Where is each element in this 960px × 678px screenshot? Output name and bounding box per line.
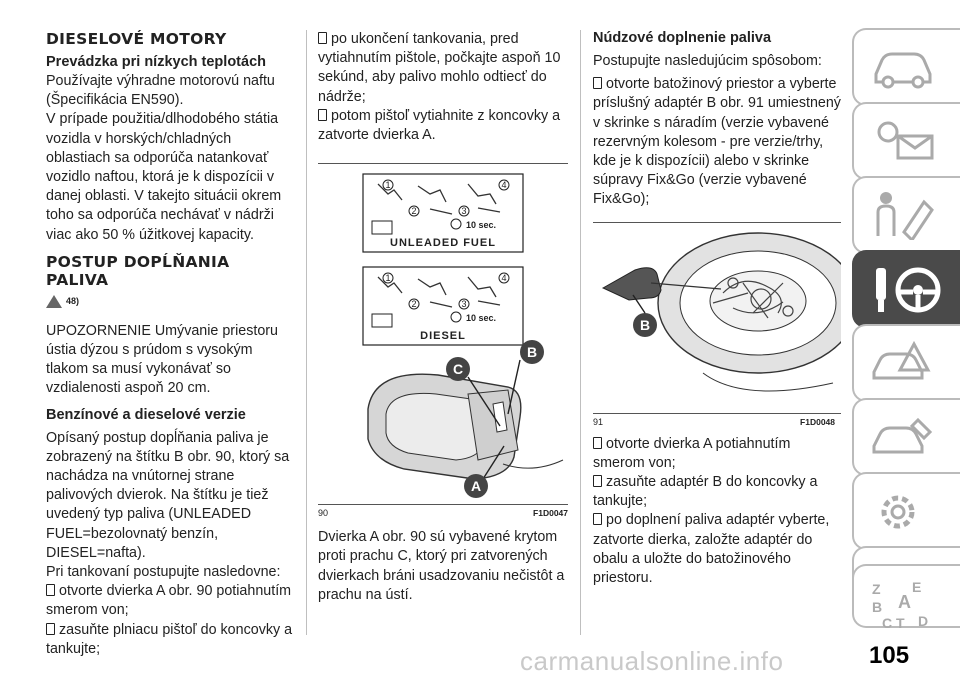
bullet-item: otvorte batožinový priestor a vyberte príslušný adaptér B obr. 91 umiestnený v skrinke s náradím (verzie vybavené rezervným kolesom - pre verzie/trhy, kde je k dispozícii) alebo v skrinke súpravy Fix&Go (verzie vybavené Fix&Go); [593,76,841,208]
section-title-diesel: DIESELOVÉ MOTORY [46,30,227,48]
tab-safety[interactable] [852,176,960,254]
column-divider [580,30,581,635]
svg-text:C: C [882,615,893,631]
svg-text:B: B [639,316,651,333]
figure-90 [318,163,568,505]
tab-car-overview[interactable] [852,28,960,106]
svg-text:B: B [872,599,883,615]
column-2 [318,30,568,605]
section-title-refuel: POSTUP DOPĹŇANIA PALIVA [46,252,230,289]
bullet-item: zasuňte plniacu pištoľ do koncovky a tankujte; [46,621,293,657]
subheading-low-temp: Prevádzka pri nízkych teplotách [46,54,266,70]
svg-text:1: 1 [385,180,391,191]
bullet-item: po doplnení paliva adaptér vyberte, zatvorte dierka, založte adaptér do obalu a uložte do batožinového priestoru. [593,512,830,587]
figure-caption-90 [318,508,568,518]
column-3 [593,30,841,588]
page-number: 105 [869,642,910,669]
bullet-item: otvorte dvierka A obr. 90 potiahnutím smerom von; [46,583,292,619]
figure-number: 90 [318,508,329,519]
bullet-icon [593,77,602,89]
svg-text:T: T [896,615,905,631]
bullet-icon [46,623,55,635]
paragraph: V prípade použitia/dlhodobého státia vozidla v horských/chladných oblastiach sa odporúča natankovať vozidlo naftou, ktorá je k dispozícii v danej oblasti. V takejto situácii okrem toho sa odporúča nechávať v nádrži viac ako 50 % úžitkovej kapacity. [46,111,282,243]
paragraph: Opísaný postup dopĺňania paliva je zobrazený na štítku B obr. 90, ktorý sa nachádza na vnútornej strane palivových dvierok. Na štítku je tiež uvedený typ paliva (UNLEADED FUEL=bezolovnatý benzín, DIESEL=nafta). [46,429,290,561]
bullet-icon [593,513,602,525]
timer-label-2: 10 sec. [466,313,497,324]
warning-triangle-icon [46,295,62,308]
svg-text:2: 2 [411,299,417,310]
unleaded-fuel-label: UNLEADED FUEL [390,237,496,250]
warning-reference [46,295,296,308]
warning-ref-number: 48) [66,296,80,307]
paragraph-warning: UPOZORNENIE Umývanie priestoru ústia dýzou s prúdom s vysokým tlakom sa musí vykonávať so vzdialenosti aspoň 20 cm. [46,322,278,397]
tab-maintenance[interactable] [852,398,960,476]
svg-text:3: 3 [461,299,467,310]
svg-text:D: D [918,613,929,629]
car-icon [868,40,938,92]
figure-caption-91 [593,417,841,427]
svg-text:1: 1 [385,273,391,284]
spare-wheel-illustration [593,223,841,411]
paragraph: Dvierka A obr. 90 sú vybavené krytom proti prachu C, ktorý pri zatvorených dvierkach bráni usadzovaniu nečistôt a prachu na ústí. [318,529,565,603]
svg-text:B: B [526,344,538,361]
column-1 [46,30,296,659]
seatbelt-icon [868,188,938,240]
figure-number: 91 [593,416,604,427]
svg-text:4: 4 [501,273,507,284]
figure-code: F1D0048 [800,416,835,427]
alphabet-index-icon [868,576,948,632]
diesel-label: DIESEL [420,330,466,343]
bullet-icon [593,475,602,487]
gear-icon [868,484,938,536]
bullet-icon [318,32,327,44]
svg-text:Z: Z [872,581,881,597]
paragraph: Používajte výhradne motorovú naftu (Špecifikácia EN590). [46,73,275,109]
subheading-versions: Benzínové a dieselové verzie [46,406,246,423]
svg-text:2: 2 [411,206,417,217]
tab-dashboard-lights[interactable] [852,102,960,180]
watermark: carmanualsonline.info [520,646,784,676]
figure-code: F1D0047 [533,508,568,519]
svg-text:E: E [912,579,922,595]
timer-label-1: 10 sec. [466,220,497,231]
fuel-door-illustration [318,164,568,502]
bullet-item: zasuňte adaptér B do koncovky a tankujte; [593,474,818,510]
bullet-icon [593,437,602,449]
car-service-icon [868,410,938,462]
svg-text:C: C [452,361,464,378]
figure-91 [593,222,841,414]
paragraph: Pri tankovaní postupujte nasledovne: [46,564,281,581]
bullet-icon [318,109,327,121]
column-divider [306,30,307,635]
bullet-item: po ukončení tankovania, pred vytiahnutím pištole, počkajte aspoň 10 sekúnd, aby palivo mohlo odtiecť do nádrže; [318,31,561,105]
svg-text:4: 4 [501,180,507,191]
bullet-item: otvorte dvierka A potiahnutím smerom von; [593,435,791,471]
tab-starting-driving[interactable] [852,250,960,328]
svg-text:A: A [898,592,911,612]
bullet-icon [46,584,55,596]
car-emergency-icon [868,336,938,388]
key-steering-wheel-icon [868,262,948,318]
bullet-item: potom pištoľ vytiahnite z koncovky a zatvorte dvierka A. [318,107,561,144]
tab-index[interactable] [852,564,960,631]
warning-light-icon [868,114,938,166]
subheading-emergency: Núdzové doplnenie paliva [593,30,772,46]
tab-emergency[interactable] [852,324,960,402]
paragraph: Postupujte nasledujúcim spôsobom: [593,53,822,69]
svg-text:3: 3 [461,206,467,217]
tab-technical-data[interactable] [852,472,960,550]
svg-text:A: A [470,478,482,495]
